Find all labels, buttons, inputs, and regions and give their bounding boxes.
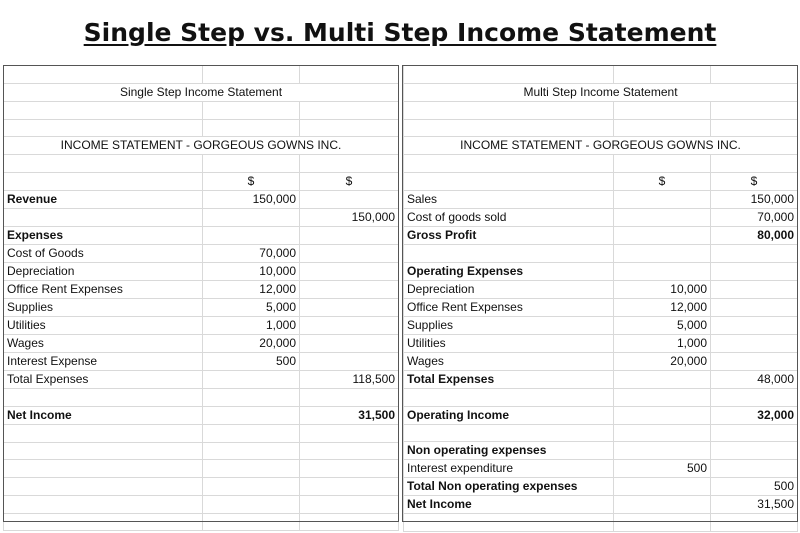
net-income-value: 31,500 bbox=[300, 406, 399, 424]
table-row bbox=[404, 478, 798, 496]
expenses-label: Expenses bbox=[4, 227, 203, 245]
table-row bbox=[4, 83, 399, 101]
operating-income-value: 32,000 bbox=[711, 406, 798, 424]
net-income-label: Net Income bbox=[404, 496, 614, 514]
table-row bbox=[404, 316, 798, 334]
interest-label: Interest expenditure bbox=[404, 460, 614, 478]
expense-label: Office Rent Expenses bbox=[4, 281, 203, 299]
gross-profit-value: 80,000 bbox=[711, 227, 798, 245]
table-row bbox=[404, 442, 798, 460]
table-row bbox=[4, 460, 399, 478]
table-row bbox=[4, 281, 399, 299]
multi-company-title: INCOME STATEMENT - GORGEOUS GOWNS INC. bbox=[404, 137, 798, 155]
table-row bbox=[404, 424, 798, 442]
cogs-value: 70,000 bbox=[711, 209, 798, 227]
table-row bbox=[4, 353, 399, 371]
table-row bbox=[4, 478, 399, 496]
sales-label: Sales bbox=[404, 191, 614, 209]
total-expenses-label: Total Expenses bbox=[404, 370, 614, 388]
table-row bbox=[404, 280, 798, 298]
expense-value: 1,000 bbox=[203, 317, 300, 335]
table-row bbox=[4, 299, 399, 317]
table-row bbox=[4, 119, 399, 137]
gross-profit-label: Gross Profit bbox=[404, 227, 614, 245]
net-income-label: Net Income bbox=[4, 406, 203, 424]
table-row bbox=[4, 101, 399, 119]
revenue-total-value: 150,000 bbox=[300, 209, 399, 227]
expense-value: 20,000 bbox=[203, 335, 300, 353]
table-row bbox=[404, 298, 798, 316]
table-row bbox=[4, 495, 399, 513]
expense-value: 10,000 bbox=[203, 263, 300, 281]
table-row bbox=[4, 317, 399, 335]
revenue-label: Revenue bbox=[4, 191, 203, 209]
page-title: Single Step vs. Multi Step Income Statement bbox=[83, 18, 717, 47]
opex-label: Wages bbox=[404, 352, 614, 370]
table-row bbox=[404, 406, 798, 424]
table-row bbox=[404, 83, 798, 101]
opex-value: 20,000 bbox=[614, 352, 711, 370]
total-nonop-value: 500 bbox=[711, 478, 798, 496]
table-row bbox=[4, 191, 399, 209]
expense-value: 70,000 bbox=[203, 245, 300, 263]
expense-label: Cost of Goods bbox=[4, 245, 203, 263]
expense-label: Supplies bbox=[4, 299, 203, 317]
opex-label: Depreciation bbox=[404, 280, 614, 298]
table-row bbox=[4, 513, 399, 531]
table-row bbox=[404, 119, 798, 137]
table-row bbox=[4, 155, 399, 173]
expense-value: 500 bbox=[203, 353, 300, 371]
operating-expenses-label: Operating Expenses bbox=[404, 262, 614, 280]
table-row bbox=[4, 263, 399, 281]
expense-label: Depreciation bbox=[4, 263, 203, 281]
table-row bbox=[4, 209, 399, 227]
opex-label: Supplies bbox=[404, 316, 614, 334]
opex-value: 12,000 bbox=[614, 298, 711, 316]
table-row bbox=[404, 334, 798, 352]
table-row bbox=[4, 406, 399, 424]
table-row bbox=[404, 245, 798, 263]
opex-label: Utilities bbox=[404, 334, 614, 352]
table-row bbox=[4, 335, 399, 353]
single-company-title: INCOME STATEMENT - GORGEOUS GOWNS INC. bbox=[4, 137, 399, 155]
multi-step-heading: Multi Step Income Statement bbox=[404, 83, 798, 101]
opex-value: 10,000 bbox=[614, 280, 711, 298]
expense-value: 12,000 bbox=[203, 281, 300, 299]
single-step-statement-table bbox=[3, 65, 399, 531]
revenue-value: 150,000 bbox=[203, 191, 300, 209]
currency-label: $ bbox=[614, 173, 711, 191]
net-income-value: 31,500 bbox=[711, 496, 798, 514]
table-row bbox=[404, 514, 798, 532]
table-row bbox=[4, 173, 399, 191]
non-operating-label: Non operating expenses bbox=[404, 442, 614, 460]
total-expenses-value: 48,000 bbox=[711, 370, 798, 388]
expense-label: Utilities bbox=[4, 317, 203, 335]
cogs-label: Cost of goods sold bbox=[404, 209, 614, 227]
table-row bbox=[404, 155, 798, 173]
interest-value: 500 bbox=[614, 460, 711, 478]
table-row bbox=[4, 371, 399, 389]
expense-value: 5,000 bbox=[203, 299, 300, 317]
expense-label: Wages bbox=[4, 335, 203, 353]
multi-step-statement-table bbox=[403, 65, 798, 532]
expense-label: Interest Expense bbox=[4, 353, 203, 371]
currency-label: $ bbox=[300, 173, 399, 191]
table-row bbox=[404, 262, 798, 280]
table-row bbox=[4, 245, 399, 263]
table-row bbox=[4, 137, 399, 155]
opex-label: Office Rent Expenses bbox=[404, 298, 614, 316]
table-row bbox=[4, 442, 399, 460]
table-row bbox=[404, 227, 798, 245]
table-row bbox=[4, 424, 399, 442]
table-row bbox=[404, 388, 798, 406]
table-row bbox=[4, 66, 399, 84]
total-nonop-label: Total Non operating expenses bbox=[404, 478, 614, 496]
single-step-heading: Single Step Income Statement bbox=[4, 83, 399, 101]
table-row bbox=[4, 227, 399, 245]
table-row bbox=[404, 173, 798, 191]
table-row bbox=[404, 101, 798, 119]
table-row bbox=[404, 460, 798, 478]
opex-value: 1,000 bbox=[614, 334, 711, 352]
currency-label: $ bbox=[203, 173, 300, 191]
table-row bbox=[404, 209, 798, 227]
table-row bbox=[404, 496, 798, 514]
total-expenses-value: 118,500 bbox=[300, 371, 399, 389]
table-row bbox=[404, 66, 798, 84]
table-row bbox=[404, 370, 798, 388]
table-row bbox=[4, 389, 399, 407]
table-row bbox=[404, 352, 798, 370]
currency-label: $ bbox=[711, 173, 798, 191]
table-row bbox=[404, 191, 798, 209]
total-expenses-label: Total Expenses bbox=[4, 371, 203, 389]
operating-income-label: Operating Income bbox=[404, 406, 614, 424]
table-row bbox=[404, 137, 798, 155]
sales-value: 150,000 bbox=[711, 191, 798, 209]
opex-value: 5,000 bbox=[614, 316, 711, 334]
